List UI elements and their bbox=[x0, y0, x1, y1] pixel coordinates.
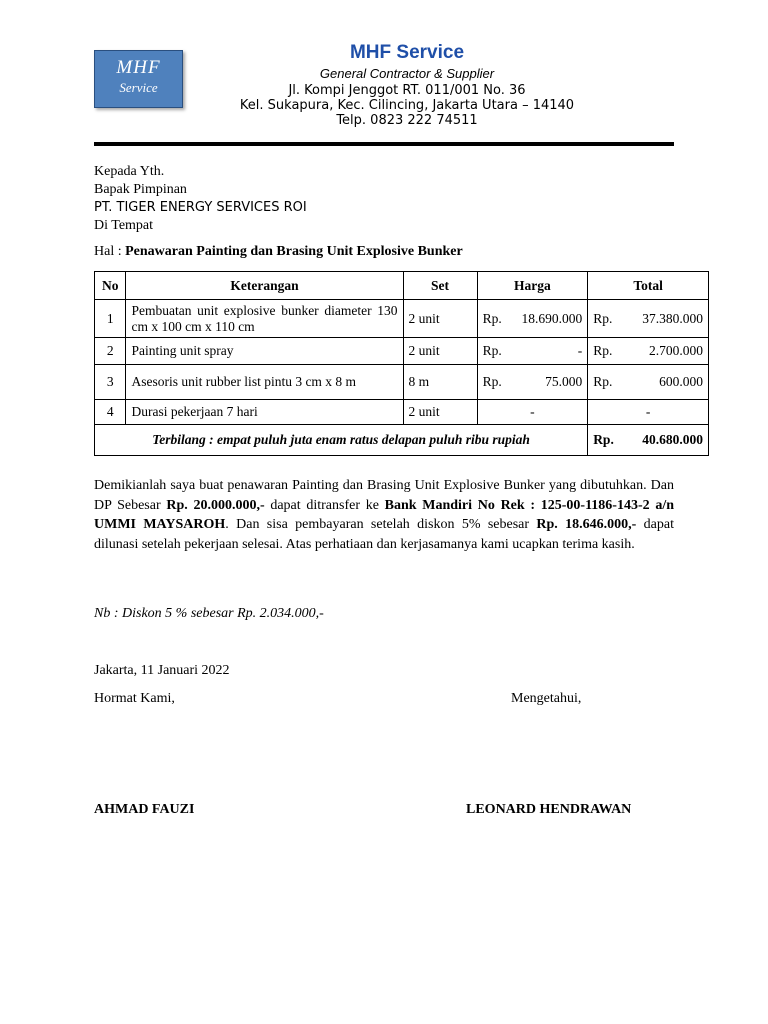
row-price-cell bbox=[477, 365, 588, 400]
row-no: 4 bbox=[95, 400, 126, 425]
row-price: - bbox=[477, 400, 588, 425]
header-no: No bbox=[95, 272, 126, 300]
row-set: 2 unit bbox=[403, 338, 477, 365]
logo-text-service: Service bbox=[119, 80, 158, 95]
table-row bbox=[95, 400, 709, 425]
row-total-cell bbox=[588, 300, 709, 338]
para-part1: Demikianlah saya buat penawaran Painting dan Brasing Unit Explosive Bunker yang dibutuhkan. Dan DP Sebesar bbox=[94, 478, 674, 513]
row-price-cell bbox=[477, 300, 588, 338]
para-part4: dapat dilunasi setelah pekerjaan selesai. Atas perhatiaan dan kerjasamanya kami ucapkan terima kasih. bbox=[94, 517, 674, 552]
closing-paragraph bbox=[94, 476, 674, 554]
row-no: 1 bbox=[95, 300, 126, 338]
approver-salutation: Mengetahui, bbox=[511, 691, 582, 706]
row-desc: Asesoris unit rubber list pintu 3 cm x 8 m bbox=[126, 365, 403, 400]
letter-date: Jakarta, 11 Januari 2022 bbox=[94, 663, 230, 678]
sender-salutation: Hormat Kami, bbox=[94, 691, 175, 706]
row-no: 2 bbox=[95, 338, 126, 365]
down-payment-amount: Rp. 20.000.000,- bbox=[166, 497, 265, 513]
table-total-row bbox=[95, 425, 709, 456]
recipient-title: Bapak Pimpinan bbox=[94, 182, 187, 197]
sender-name: AHMAD FAUZI bbox=[94, 802, 195, 817]
subject-text: Penawaran Painting dan Brasing Unit Explosive Bunker bbox=[125, 244, 463, 259]
grand-total-currency: Rp. bbox=[593, 432, 614, 447]
company-address-line1: Jl. Kompi Jenggot RT. 011/001 No. 36 bbox=[288, 83, 526, 98]
row-total: 37.380.000 bbox=[642, 310, 703, 326]
grand-total: 40.680.000 bbox=[642, 432, 703, 447]
header-keterangan: Keterangan bbox=[126, 272, 403, 300]
terbilang-text: Terbilang : empat puluh juta enam ratus delapan puluh ribu rupiah bbox=[95, 425, 588, 456]
letterhead-divider bbox=[94, 142, 674, 146]
total-currency: Rp. bbox=[593, 374, 613, 389]
table-row bbox=[95, 338, 709, 365]
logo-text-mhf: MHF bbox=[116, 57, 161, 78]
company-address-line2: Kel. Sukapura, Kec. Cilincing, Jakarta Utara – 14140 bbox=[239, 98, 575, 113]
bank-account: Bank Mandiri No Rek : 125-00-1186-143-2 a/n UMMI MAYSAROH bbox=[94, 497, 675, 532]
company-phone: Telp. 0823 222 74511 bbox=[336, 113, 478, 128]
row-no: 3 bbox=[95, 365, 126, 400]
row-total: 600.000 bbox=[659, 374, 703, 389]
row-desc: Durasi pekerjaan 7 hari bbox=[126, 400, 403, 425]
row-desc: Painting unit spray bbox=[126, 338, 403, 365]
price-currency: Rp. bbox=[482, 374, 502, 389]
row-total-cell bbox=[588, 365, 709, 400]
row-total: - bbox=[588, 400, 709, 425]
approver-name: LEONARD HENDRAWAN bbox=[466, 802, 632, 817]
row-price: 18.690.000 bbox=[521, 310, 583, 326]
row-desc: Pembuatan unit explosive bunker diameter 130 cm x 100 cm x 110 cm bbox=[126, 300, 403, 338]
quotation-table bbox=[94, 271, 709, 456]
grand-total-cell bbox=[588, 425, 709, 456]
row-total: 2.700.000 bbox=[649, 343, 703, 358]
total-currency: Rp. bbox=[593, 343, 613, 358]
recipient-greeting: Kepada Yth. bbox=[94, 164, 165, 179]
row-price: 75.000 bbox=[545, 374, 583, 389]
header-set: Set bbox=[403, 272, 477, 300]
discount-note: Nb : Diskon 5 % sebesar Rp. 2.034.000,- bbox=[94, 606, 324, 621]
recipient-location: Di Tempat bbox=[94, 218, 154, 233]
row-price: - bbox=[577, 343, 583, 358]
total-currency: Rp. bbox=[593, 310, 613, 326]
para-part2: dapat ditransfer ke bbox=[264, 497, 385, 513]
row-set: 2 unit bbox=[403, 400, 477, 425]
remaining-amount: Rp. 18.646.000,- bbox=[536, 517, 637, 532]
table-row bbox=[95, 300, 709, 338]
row-price-cell bbox=[477, 338, 588, 365]
para-part3: . Dan sisa pembayaran setelah diskon 5% sebesar bbox=[225, 517, 537, 532]
header-harga: Harga bbox=[477, 272, 588, 300]
company-name: MHF Service bbox=[349, 42, 465, 63]
company-tagline: General Contractor & Supplier bbox=[319, 66, 495, 81]
row-total-cell bbox=[588, 338, 709, 365]
letter-subject bbox=[94, 243, 463, 260]
table-row bbox=[95, 365, 709, 400]
recipient-company: PT. TIGER ENERGY SERVICES ROI bbox=[94, 200, 307, 215]
row-set: 8 m bbox=[403, 365, 477, 400]
table-header-row bbox=[95, 272, 709, 300]
company-logo bbox=[94, 50, 183, 108]
price-currency: Rp. bbox=[482, 343, 502, 358]
subject-label: Hal : bbox=[94, 244, 122, 259]
header-total: Total bbox=[588, 272, 709, 300]
price-currency: Rp. bbox=[482, 310, 502, 326]
row-set: 2 unit bbox=[403, 300, 477, 338]
